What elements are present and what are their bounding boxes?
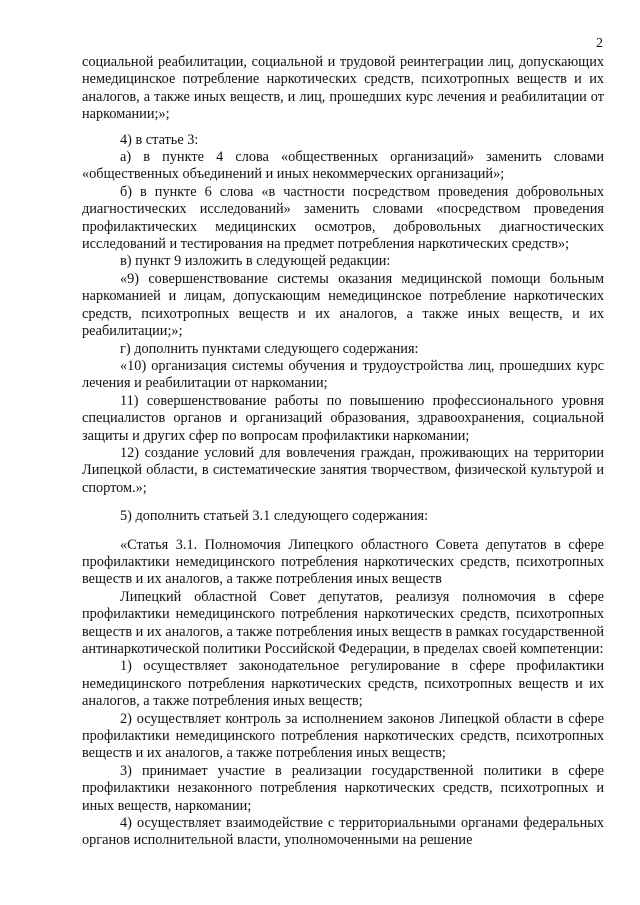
article-3-1-heading: «Статья 3.1. Полномочия Липецкого областного Совета депутатов в сфере профилактики немедицинского потребления наркотических средств, психотропных веществ и их аналогов, а также потребления иных веществ	[82, 536, 604, 588]
article-3-1-intro: Липецкий областной Совет депутатов, реализуя полномочия в сфере профилактики немедицинского потребления наркотических средств, психотропных веществ и их аналогов, а также потребления иных веществ в рамках государственной антинаркотической политики Российской Федерации, в пределах своей компетенции:	[82, 588, 604, 657]
paragraph-point-10: «10) организация системы обучения и трудоустройства лиц, прошедших курс лечения и реабилитации от наркомании;	[82, 357, 604, 392]
page-number: 2	[596, 36, 603, 51]
paragraph-point-11: 11) совершенствование работы по повышению профессионального уровня специалистов органов и организаций образования, здравоохранения, социальной защиты и других сфер по вопросам профилактики наркомании;	[82, 392, 604, 444]
article-3-1-point-4: 4) осуществляет взаимодействие с территориальными органами федеральных органов исполнительной власти, уполномоченными на решение	[82, 815, 604, 849]
paragraph-item-4b: б) в пункте 6 слова «в частности посредством проведения добровольных диагностических исследований» заменить словами «посредством проведения профилактических медицинских осмотров, добровольных диагностических исследований и тестирования на предмет потребления наркотических средств»;	[82, 183, 604, 253]
article-3-1-point-2: 2) осуществляет контроль за исполнением законов Липецкой области в сфере профилактики немедицинского потребления наркотических средств, психотропных веществ и их аналогов, а также потребления иных веществ;	[82, 710, 604, 762]
paragraph-continuation: социальной реабилитации, социальной и трудовой реинтеграции лиц, допускающих немедицинское потребление наркотических средств, психотропных веществ и их аналогов, а также иных веществ, и лиц, прошедших курс лечения и реабилитации от наркомании;»;	[82, 54, 604, 123]
paragraph-item-4a: а) в пункте 4 слова «общественных организаций» заменить словами «общественных объединений и иных некоммерческих организаций»;	[82, 149, 604, 183]
paragraph-item-5: 5) дополнить статьей 3.1 следующего содержания:	[120, 508, 429, 525]
paragraph-point-9: «9) совершенствование системы оказания медицинской помощи больным наркоманией и лицам, допускающим немедицинское потребление наркотических средств, психотропных веществ и их аналогов, а также иных веществ, и их реабилитации;»;	[82, 270, 604, 340]
article-3-1-point-1: 1) осуществляет законодательное регулирование в сфере профилактики немедицинского потребления наркотических средств, психотропных веществ и их аналогов, а также потребления иных веществ;	[82, 658, 604, 710]
paragraph-point-12: 12) создание условий для вовлечения граждан, проживающих на территории Липецкой области, в систематические занятия творчеством, физической культурой и спортом.»;	[82, 444, 604, 496]
paragraph-item-4v: в) пункт 9 изложить в следующей редакции:	[120, 253, 391, 270]
document-body	[82, 54, 604, 850]
article-3-1-point-3: 3) принимает участие в реализации государственной политики в сфере профилактики незаконного потребления наркотических средств, психотропных и иных веществ, наркомании;	[82, 762, 604, 814]
paragraph-item-4: 4) в статье 3:	[120, 131, 199, 148]
paragraph-item-4g: г) дополнить пунктами следующего содержания:	[120, 340, 419, 357]
